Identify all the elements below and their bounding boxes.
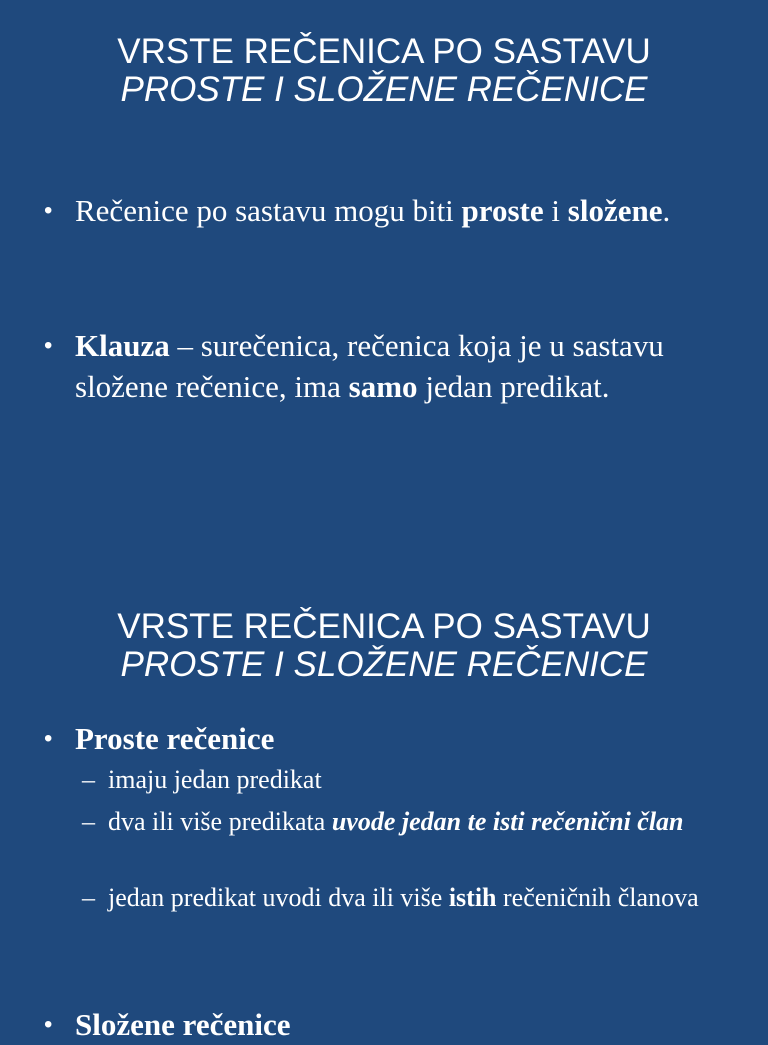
bullet-text-bold: samo [348,369,418,404]
bullet-text-bold: Proste rečenice [75,721,275,756]
bullet-text: – surečenica, rečenica koja je u sastavu složene rečenice, ima [75,328,664,404]
slide-title [0,608,768,684]
bullet-text: Rečenice po sastavu mogu biti [75,193,462,228]
bullet-item [44,1004,675,1045]
sub-bullet-text: rečeničnih članova [496,883,699,912]
slide-title-line-2: PROSTE I SLOŽENE REČENICE [120,645,648,684]
bullet-text: . [662,193,671,228]
bullet-item [44,325,675,407]
slide-title-line-2: PROSTE I SLOŽENE REČENICE [120,70,648,109]
slide-title-line-1: VRSTE REČENICA PO SASTAVU [117,607,651,646]
dash-icon: – [82,765,95,794]
sub-bullet-item [82,880,728,916]
bullet-item [44,718,675,759]
bullet-dot-icon: • [44,1011,53,1038]
sub-bullet-text: imaju jedan predikat [108,765,322,794]
bullet-text-bold: proste [461,193,544,228]
bullet-item [44,190,675,231]
slide-2 [0,576,768,1042]
bullet-text-bold: Klauza [75,328,170,363]
sub-bullet-text-bold-italic: uvode jedan te isti rečenični član [331,807,684,836]
sub-bullet-item [82,804,728,840]
sub-bullet-text: jedan predikat uvodi dva ili više [108,883,449,912]
bullet-dot-icon: • [44,197,53,224]
slide-title [0,33,768,109]
bullet-dot-icon: • [44,332,53,359]
bullet-text-bold: Složene rečenice [75,1007,291,1042]
bullet-dot-icon: • [44,725,53,752]
bullet-text-bold: složene [567,193,663,228]
bullet-text: i [543,193,568,228]
slide-title-line-1: VRSTE REČENICA PO SASTAVU [117,32,651,71]
dash-icon: – [82,883,95,912]
sub-bullet-text: dva ili više predikata [108,807,332,836]
bullet-text: jedan predikat. [417,369,610,404]
sub-bullet-text-bold: istih [448,883,497,912]
sub-bullet-item [82,762,728,798]
dash-icon: – [82,807,95,836]
